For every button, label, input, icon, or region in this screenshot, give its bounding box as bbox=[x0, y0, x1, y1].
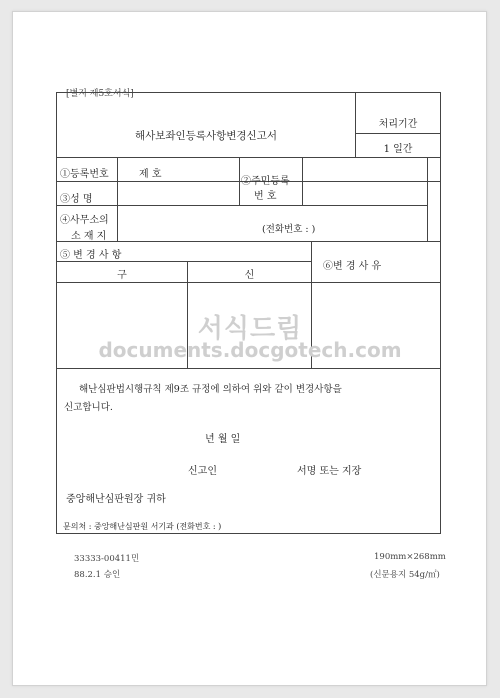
row-divider bbox=[57, 368, 440, 369]
footer-paper: (신문용지 54g/㎡) bbox=[370, 570, 440, 580]
processing-period-value: 1 일간 bbox=[383, 144, 413, 155]
row-divider bbox=[356, 133, 440, 134]
change-items-header: ⑤ 변 경 사 항 bbox=[60, 250, 122, 261]
form-title: 해사보좌인등록사항변경신고서 bbox=[134, 130, 277, 142]
resident-number-label-line1: ②주민등록 bbox=[241, 176, 290, 187]
office-phone: (전화번호 : ) bbox=[262, 224, 316, 235]
name-label: ③성 명 bbox=[60, 194, 93, 205]
col-divider bbox=[239, 157, 240, 205]
registration-number-value: 제 호 bbox=[139, 169, 162, 180]
statement-line1: 해난심판법시행규칙 제9조 규정에 의하여 위와 같이 변경사항을 bbox=[79, 384, 342, 395]
row-divider bbox=[57, 205, 427, 206]
office-address-label-line2: 소 재 지 bbox=[71, 231, 107, 242]
statement-line2: 신고합니다. bbox=[64, 402, 113, 413]
watermark-url: documents.docgotech.com bbox=[98, 338, 402, 362]
footer-code: 33333-00411민 bbox=[74, 554, 140, 564]
col-divider bbox=[427, 157, 428, 241]
footer-approval: 88.2.1 승인 bbox=[74, 570, 121, 580]
row-divider bbox=[57, 241, 440, 242]
row-divider bbox=[57, 261, 311, 262]
recipient: 중앙해난심판원장 귀하 bbox=[66, 494, 166, 505]
date-line: 년 월 일 bbox=[205, 434, 241, 445]
new-column-label: 신 bbox=[244, 270, 255, 281]
row-divider bbox=[57, 282, 440, 283]
registration-number-label: ①등록번호 bbox=[60, 169, 109, 180]
col-divider bbox=[302, 157, 303, 205]
reporter-label: 신고인 bbox=[188, 466, 217, 477]
signature-label: 서명 또는 지장 bbox=[297, 466, 362, 477]
col-divider bbox=[117, 157, 118, 241]
watermark-title: 서식드림 bbox=[197, 314, 303, 344]
footer-size: 190mm×268mm bbox=[374, 552, 446, 562]
office-address-label-line1: ④사무소의 bbox=[60, 215, 109, 226]
inquiry-info: 문의처 : 중앙해난심판원 서기과 (전화번호 : ) bbox=[63, 522, 222, 531]
old-column-label: 구 bbox=[117, 270, 127, 281]
resident-number-label-line2: 번 호 bbox=[254, 191, 277, 202]
form-number: [별지 제5호서식] bbox=[66, 89, 134, 99]
row-divider bbox=[57, 157, 440, 158]
change-reason-header: ⑥변 경 사 유 bbox=[323, 261, 382, 272]
processing-period-label: 처리기간 bbox=[378, 119, 418, 130]
